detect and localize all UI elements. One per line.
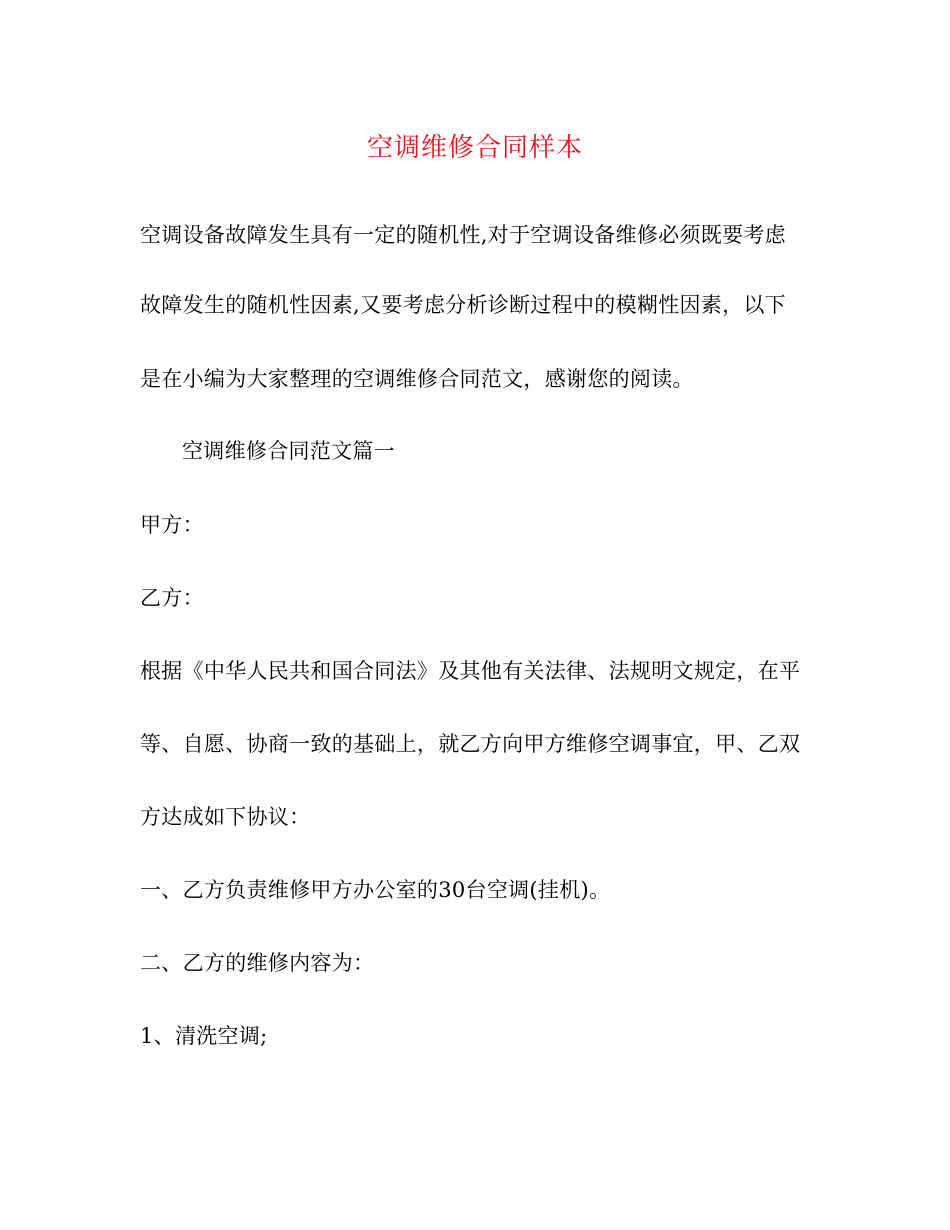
party-a-label: 甲方： (140, 513, 204, 537)
preamble-line-2: 等、自愿、协商一致的基础上，就乙方向甲方维修空调事宜，甲、乙双 (140, 732, 801, 756)
intro-line-3: 是在小编为大家整理的空调维修合同范文，感谢您的阅读。 (140, 367, 694, 391)
clause-2: 二、乙方的维修内容为： (140, 951, 375, 975)
section-heading: 空调维修合同范文篇一 (182, 439, 395, 463)
party-b-label: 乙方： (140, 586, 204, 610)
preamble-line-3: 方达成如下协议： (140, 805, 311, 829)
list-item-1: 1、清洗空调; (140, 1024, 268, 1048)
preamble-line-1: 根据《中华人民共和国合同法》及其他有关法律、法规明文规定，在平 (140, 659, 801, 683)
document-title: 空调维修合同样本 (366, 133, 583, 163)
intro-line-1: 空调设备故障发生具有一定的随机性,对于空调设备维修必须既要考虑 (140, 223, 786, 247)
clause-1: 一、乙方负责维修甲方办公室的30台空调(挂机)。 (140, 878, 611, 902)
intro-line-2: 故障发生的随机性因素,又要考虑分析诊断过程中的模糊性因素，以下 (140, 293, 786, 317)
